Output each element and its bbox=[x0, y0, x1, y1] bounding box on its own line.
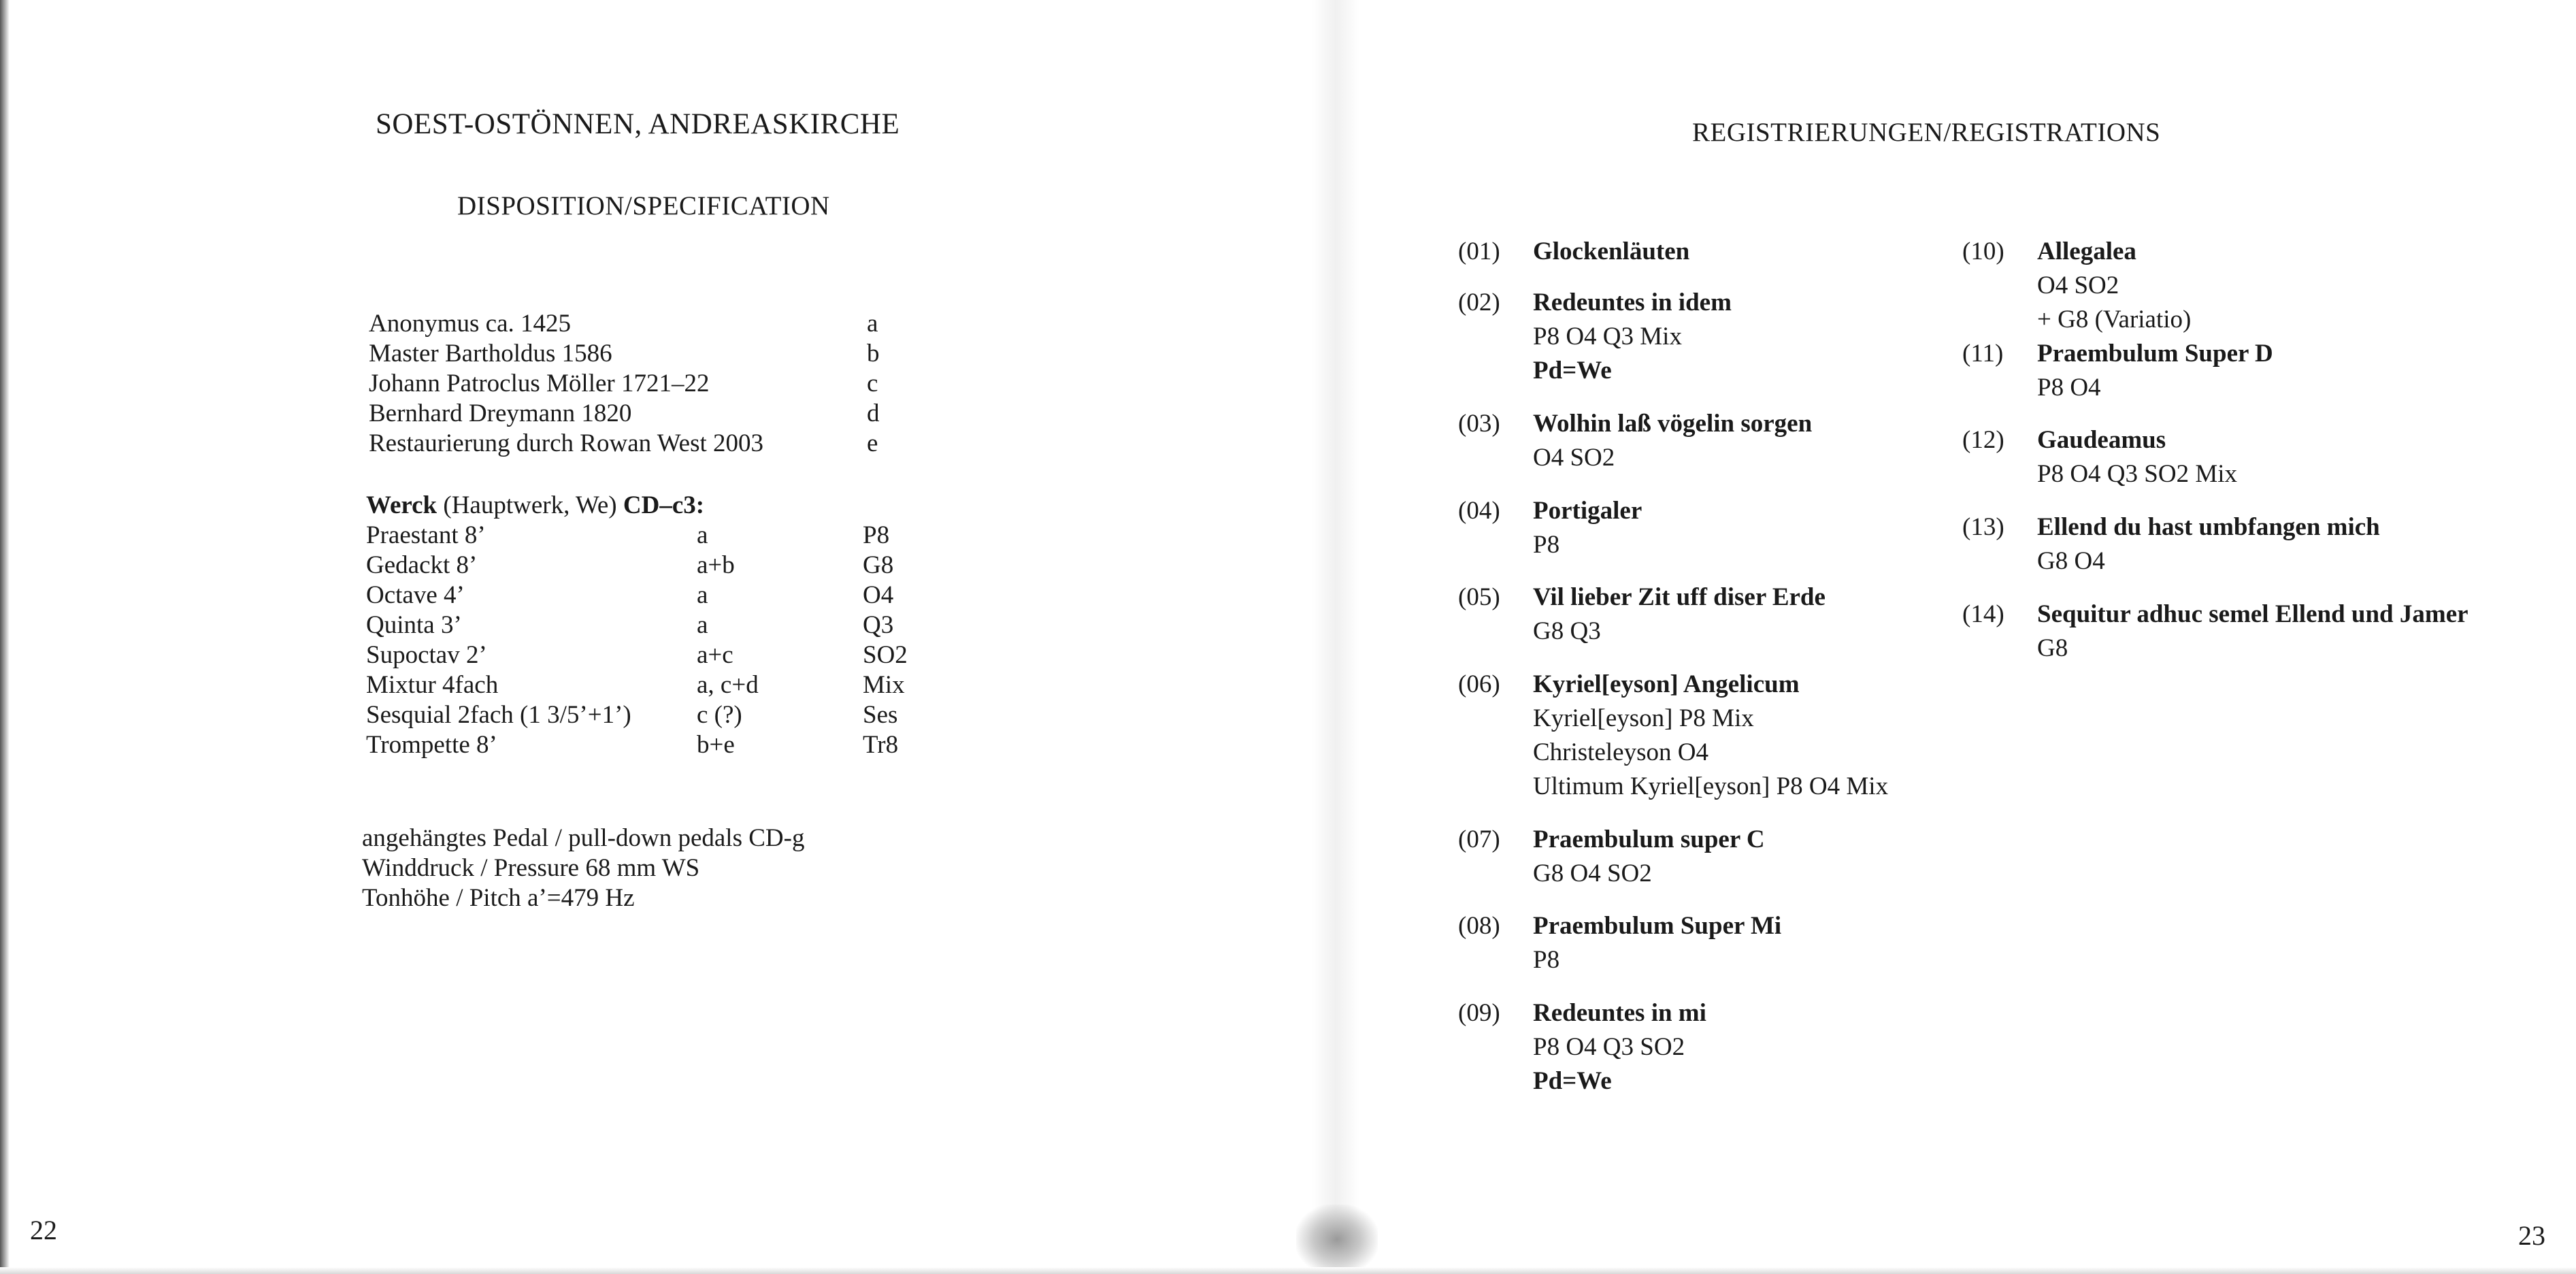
track-number: (04) bbox=[1458, 497, 1500, 525]
stop-name: Octave 4’ bbox=[366, 581, 465, 609]
stop-origin: a+b bbox=[697, 551, 735, 579]
track-number: (03) bbox=[1458, 410, 1500, 438]
history-text: Restaurierung durch Rowan West 2003 bbox=[369, 429, 764, 457]
stop-abbreviation: P8 bbox=[863, 521, 890, 549]
right-page bbox=[1288, 0, 2576, 1274]
registration-line: O4 SO2 bbox=[2037, 272, 2119, 299]
track-number: (02) bbox=[1458, 289, 1500, 316]
registration-line: Christeleyson O4 bbox=[1533, 738, 1708, 766]
registration-line: P8 O4 Q3 SO2 Mix bbox=[2037, 460, 2237, 488]
history-text: Master Bartholdus 1586 bbox=[369, 340, 612, 368]
track-title: Sequitur adhuc semel Ellend und Jamer bbox=[2037, 600, 2468, 628]
note-line: angehängtes Pedal / pull-down pedals CD-g bbox=[362, 824, 805, 852]
track-number: (10) bbox=[1962, 238, 2004, 265]
track-number: (06) bbox=[1458, 670, 1500, 698]
note-line: Tonhöhe / Pitch a’=479 Hz bbox=[362, 884, 635, 912]
history-code: b bbox=[867, 340, 880, 368]
stop-abbreviation: Ses bbox=[863, 701, 898, 729]
track-number: (01) bbox=[1458, 238, 1500, 265]
division-heading bbox=[366, 491, 704, 521]
division-name: Werck bbox=[366, 491, 437, 519]
track-title: Portigaler bbox=[1533, 497, 1642, 525]
registration-line: P8 O4 bbox=[2037, 374, 2101, 402]
page-number: 23 bbox=[2518, 1220, 2545, 1251]
registration-line: P8 bbox=[1533, 531, 1560, 559]
registration-line: + G8 (Variatio) bbox=[2037, 306, 2192, 333]
section-subtitle: DISPOSITION/SPECIFICATION bbox=[457, 191, 830, 220]
track-title: Wolhin laß vögelin sorgen bbox=[1533, 410, 1813, 438]
registration-line: Ultimum Kyriel[eyson] P8 O4 Mix bbox=[1533, 772, 1889, 800]
registration-line: P8 bbox=[1533, 946, 1560, 974]
coupler-line: Pd=We bbox=[1533, 1067, 1612, 1095]
track-title: Allegalea bbox=[2037, 238, 2136, 265]
stop-abbreviation: SO2 bbox=[863, 641, 908, 669]
stop-origin: a+c bbox=[697, 641, 733, 669]
registration-line: P8 O4 Q3 SO2 bbox=[1533, 1033, 1685, 1061]
track-title: Vil lieber Zit uff diser Erde bbox=[1533, 583, 1826, 611]
stop-origin: a bbox=[697, 611, 708, 639]
stop-abbreviation: Q3 bbox=[863, 611, 894, 639]
stop-origin: a bbox=[697, 521, 708, 549]
track-title: Redeuntes in mi bbox=[1533, 999, 1706, 1027]
track-title: Praembulum Super D bbox=[2037, 340, 2273, 368]
history-text: Anonymus ca. 1425 bbox=[369, 310, 571, 338]
history-code: c bbox=[867, 370, 878, 397]
track-number: (11) bbox=[1962, 340, 2004, 368]
track-title: Redeuntes in idem bbox=[1533, 289, 1732, 316]
registration-line: G8 O4 bbox=[2037, 547, 2105, 575]
stop-abbreviation: Tr8 bbox=[863, 731, 899, 759]
track-title: Ellend du hast umbfangen mich bbox=[2037, 513, 2380, 541]
page-title: REGISTRIERUNGEN/REGISTRATIONS bbox=[1692, 118, 2161, 147]
track-title: Glockenläuten bbox=[1533, 238, 1690, 265]
stop-name: Praestant 8’ bbox=[366, 521, 486, 549]
track-number: (08) bbox=[1458, 912, 1500, 940]
track-number: (05) bbox=[1458, 583, 1500, 611]
stop-origin: a bbox=[697, 581, 708, 609]
page-title: SOEST-OSTÖNNEN, ANDREASKIRCHE bbox=[376, 108, 900, 140]
track-title: Kyriel[eyson] Angelicum bbox=[1533, 670, 1800, 698]
registration-line: G8 bbox=[2037, 634, 2068, 662]
division-description: (Hauptwerk, We) bbox=[437, 491, 623, 519]
registration-line: G8 Q3 bbox=[1533, 617, 1601, 645]
history-code: a bbox=[867, 310, 878, 338]
stop-name: Quinta 3’ bbox=[366, 611, 462, 639]
stop-name: Supoctav 2’ bbox=[366, 641, 487, 669]
registration-line: P8 O4 Q3 Mix bbox=[1533, 323, 1682, 350]
track-title: Praembulum Super Mi bbox=[1533, 912, 1782, 940]
stop-origin: c (?) bbox=[697, 701, 742, 729]
history-code: d bbox=[867, 399, 880, 427]
stop-origin: b+e bbox=[697, 731, 735, 759]
division-compass: CD–c3: bbox=[623, 491, 705, 519]
coupler-line: Pd=We bbox=[1533, 357, 1612, 385]
track-number: (12) bbox=[1962, 426, 2004, 454]
track-title: Gaudeamus bbox=[2037, 426, 2166, 454]
stop-name: Trompette 8’ bbox=[366, 731, 497, 759]
history-text: Bernhard Dreymann 1820 bbox=[369, 399, 632, 427]
track-number: (07) bbox=[1458, 826, 1500, 853]
note-line: Winddruck / Pressure 68 mm WS bbox=[362, 854, 700, 882]
registration-line: O4 SO2 bbox=[1533, 444, 1615, 472]
history-code: e bbox=[867, 429, 878, 457]
stop-abbreviation: O4 bbox=[863, 581, 894, 609]
registration-line: Kyriel[eyson] P8 Mix bbox=[1533, 704, 1754, 732]
history-text: Johann Patroclus Möller 1721–22 bbox=[369, 370, 710, 397]
track-number: (14) bbox=[1962, 600, 2004, 628]
stop-name: Sesquial 2fach (1 3/5’+1’) bbox=[366, 701, 631, 729]
track-title: Praembulum super C bbox=[1533, 826, 1765, 853]
stop-abbreviation: Mix bbox=[863, 671, 905, 699]
stop-abbreviation: G8 bbox=[863, 551, 894, 579]
stop-name: Gedackt 8’ bbox=[366, 551, 478, 579]
stop-origin: a, c+d bbox=[697, 671, 759, 699]
track-number: (13) bbox=[1962, 513, 2004, 541]
page-number: 22 bbox=[30, 1215, 57, 1245]
track-number: (09) bbox=[1458, 999, 1500, 1027]
stop-name: Mixtur 4fach bbox=[366, 671, 499, 699]
registration-line: G8 O4 SO2 bbox=[1533, 860, 1652, 887]
